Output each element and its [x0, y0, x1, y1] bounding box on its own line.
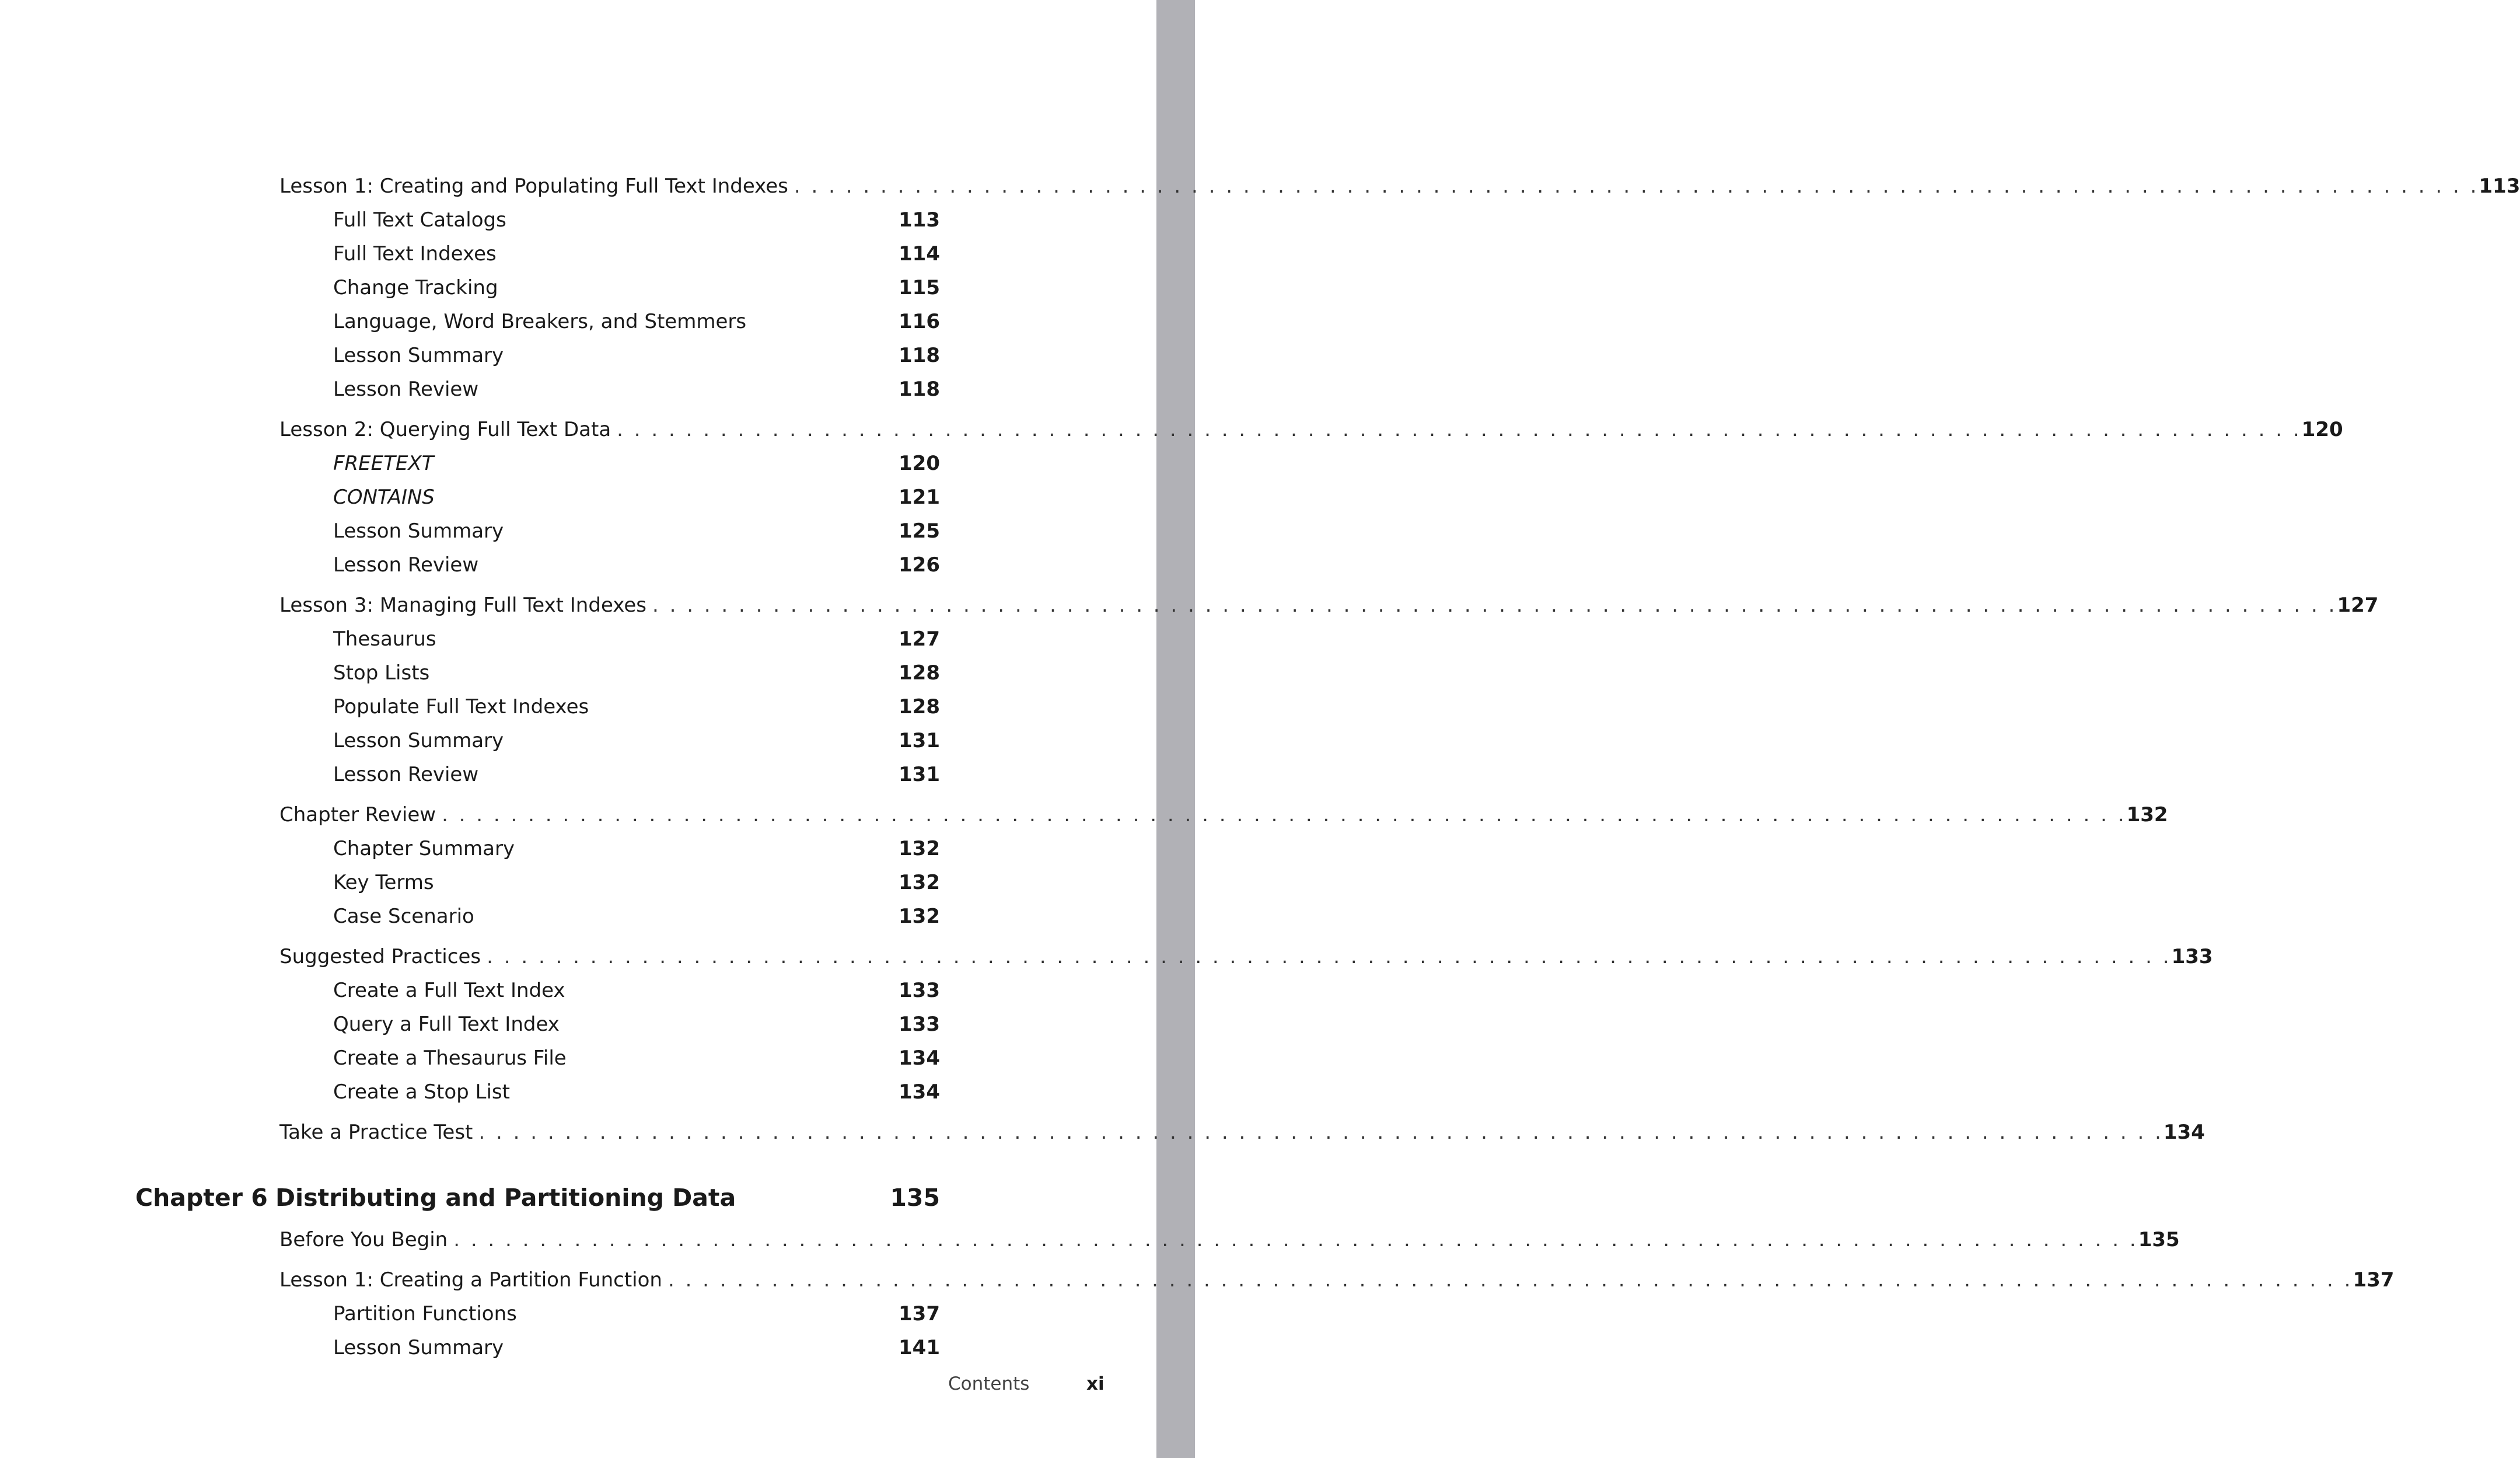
toc-subsection-entry [333, 550, 940, 580]
dot-leader: . . . . . . . . . . . . . . . . . . . . . . . . . . . . . . . . . . . . . . . . . . . . . . . . . . . . . . . . . . . . . . . . . . . . . . . . . . . . . . . . . . . . . . . . . . . . . . . . . . [652, 594, 2337, 617]
subsection-title: FREETEXT [333, 452, 434, 475]
subsection-title: Key Terms [333, 871, 434, 894]
toc-subsection-entry [333, 1010, 940, 1039]
subsection-title: Lesson Review [333, 553, 479, 577]
subsection-page: 114 [899, 242, 940, 266]
dot-leader: . . . . . . . . . . . . . . . . . . . . . . . . . . . . . . . . . . . . . . . . . . . . . . . . . . . . . . . . . . . . . . . . . . . . . . . . . . . . . . . . . . . . . . . . . . . . . . . . . . [442, 803, 2127, 826]
section-title: Lesson 2: Querying Full Text Data [279, 418, 611, 441]
subsection-title: Full Text Catalogs [333, 208, 506, 232]
toc-subsection-entry [333, 692, 940, 721]
section-page: 113 [2479, 175, 2520, 198]
subsection-page: 134 [899, 1080, 940, 1104]
subsection-title: Create a Thesaurus File [333, 1047, 567, 1070]
subsection-page: 120 [899, 452, 940, 475]
toc-subsection-entry [333, 1299, 940, 1328]
subsection-title: Lesson Review [333, 763, 479, 786]
section-title: Suggested Practices [279, 945, 481, 968]
subsection-page: 125 [899, 519, 940, 543]
toc-subsection-entry [333, 976, 940, 1005]
subsection-page: 128 [899, 661, 940, 685]
subsection-page: 126 [899, 553, 940, 577]
subsection-title: Lesson Review [333, 378, 479, 401]
toc-subsection-entry [333, 449, 940, 478]
toc-subsection-entry [333, 726, 940, 755]
subsection-title: Partition Functions [333, 1302, 517, 1326]
toc-section-entry [279, 1118, 2205, 1147]
subsection-title: Lesson Summary [333, 519, 504, 543]
toc-subsection-entry [333, 1044, 940, 1073]
section-title: Chapter Review [279, 803, 436, 826]
dot-leader: . . . . . . . . . . . . . . . . . . . . . . . . . . . . . . . . . . . . . . . . . . . . . . . . . . . . . . . . . . . . . . . . . . . . . . . . . . . . . . . . . . . . . . . . . . . . . . . . . . [617, 418, 2302, 441]
subsection-title: Lesson Summary [333, 1336, 504, 1359]
toc-subsection-entry [333, 1077, 940, 1107]
footer-label: Contents [948, 1373, 1030, 1394]
subsection-page: 115 [899, 276, 940, 299]
dot-leader: . . . . . . . . . . . . . . . . . . . . . . . . . . . . . . . . . . . . . . . . . . . . . . . . . . . . . . . . . . . . . . . . . . . . . . . . . . . . . . . . . . . . . . . . . . . . . . . . . . [453, 1228, 2138, 1251]
dot-leader: . . . . . . . . . . . . . . . . . . . . . . . . . . . . . . . . . . . . . . . . . . . . . . . . . . . . . . . . . . . . . . . . . . . . . . . . . . . . . . . . . . . . . . . . . . . . . . . . . . [667, 1268, 2353, 1292]
subsection-page: 113 [899, 208, 940, 232]
subsection-title: Full Text Indexes [333, 242, 497, 266]
section-page: 120 [2301, 418, 2343, 441]
subsection-title: Lesson Summary [333, 344, 504, 367]
section-title: Take a Practice Test [279, 1121, 473, 1144]
subsection-page: 131 [899, 763, 940, 786]
section-page: 137 [2353, 1268, 2395, 1292]
subsection-page: 134 [899, 1047, 940, 1070]
subsection-page: 118 [899, 344, 940, 367]
toc-section-entry [279, 415, 2343, 444]
subsection-title: Create a Stop List [333, 1080, 510, 1104]
dot-leader: . . . . . . . . . . . . . . . . . . . . . . . . . . . . . . . . . . . . . . . . . . . . . . . . . . . . . . . . . . . . . . . . . . . . . . . . . . . . . . . . . . . . . . . . . . . . . . . . . . [794, 175, 2479, 198]
dot-leader: . . . . . . . . . . . . . . . . . . . . . . . . . . . . . . . . . . . . . . . . . . . . . . . . . . . . . . . . . . . . . . . . . . . . . . . . . . . . . . . . . . . . . . . . . . . . . . . . . . [478, 1121, 2164, 1144]
subsection-title: Language, Word Breakers, and Stemmers [333, 310, 747, 333]
subsection-title: Chapter Summary [333, 837, 515, 860]
toc-subsection-entry [333, 868, 940, 897]
toc-section-entry [279, 800, 2168, 829]
subsection-title: Query a Full Text Index [333, 1013, 560, 1036]
toc-section-entry [279, 1225, 2180, 1254]
subsection-page: 128 [899, 695, 940, 718]
subsection-page: 131 [899, 729, 940, 752]
toc-subsection-entry [333, 239, 940, 268]
subsection-page: 133 [899, 979, 940, 1002]
chapter-number: Chapter 6 [135, 1184, 268, 1212]
section-title: Lesson 1: Creating and Populating Full Text Indexes [279, 175, 788, 198]
toc-subsection-entry [333, 760, 940, 789]
toc-subsection-entry [333, 834, 940, 863]
subsection-title: Create a Full Text Index [333, 979, 565, 1002]
toc-subsection-entry [333, 307, 940, 336]
chapter-heading [135, 1180, 940, 1215]
subsection-page: 132 [899, 905, 940, 928]
section-title: Lesson 3: Managing Full Text Indexes [279, 594, 646, 617]
section-page: 132 [2126, 803, 2168, 826]
section-page: 134 [2163, 1121, 2205, 1144]
section-page: 135 [2138, 1228, 2180, 1251]
toc-subsection-entry [333, 483, 940, 512]
toc-section-entry [279, 1265, 2395, 1295]
subsection-page: 118 [899, 378, 940, 401]
subsection-title: Change Tracking [333, 276, 498, 299]
subsection-page: 132 [899, 837, 940, 860]
subsection-title: Case Scenario [333, 905, 474, 928]
subsection-page: 121 [899, 486, 940, 509]
toc-section-entry [279, 591, 2379, 620]
subsection-title: CONTAINS [333, 486, 435, 509]
toc-subsection-entry [333, 517, 940, 546]
toc-subsection-entry [333, 375, 940, 404]
toc-section-entry [279, 172, 2520, 201]
toc-section-entry [279, 942, 2213, 971]
dot-leader: . . . . . . . . . . . . . . . . . . . . . . . . . . . . . . . . . . . . . . . . . . . . . . . . . . . . . . . . . . . . . . . . . . . . . . . . . . . . . . . . . . . . . . . . . . . . . . . . . . [487, 945, 2172, 968]
subsection-page: 141 [899, 1336, 940, 1359]
toc-subsection-entry [333, 205, 940, 235]
subsection-page: 127 [899, 627, 940, 651]
toc-subsection-entry [333, 902, 940, 931]
subsection-page: 137 [899, 1302, 940, 1326]
footer-page-number: xi [1086, 1373, 1105, 1394]
chapter-page: 135 [890, 1184, 940, 1212]
section-title: Lesson 1: Creating a Partition Function [279, 1268, 662, 1292]
subsection-page: 132 [899, 871, 940, 894]
toc-subsection-entry [333, 341, 940, 370]
subsection-title: Stop Lists [333, 661, 430, 685]
subsection-page: 133 [899, 1013, 940, 1036]
subsection-title: Populate Full Text Indexes [333, 695, 589, 718]
section-page: 133 [2171, 945, 2213, 968]
section-page: 127 [2337, 594, 2379, 617]
toc-subsection-entry [333, 625, 940, 654]
section-title: Before You Begin [279, 1228, 448, 1251]
toc-subsection-entry [333, 273, 940, 302]
subsection-page: 116 [899, 310, 940, 333]
toc-subsection-entry [333, 658, 940, 688]
subsection-title: Thesaurus [333, 627, 436, 651]
toc-subsection-entry [333, 1333, 940, 1362]
subsection-title: Lesson Summary [333, 729, 504, 752]
chapter-title: Distributing and Partitioning Data [275, 1184, 736, 1212]
